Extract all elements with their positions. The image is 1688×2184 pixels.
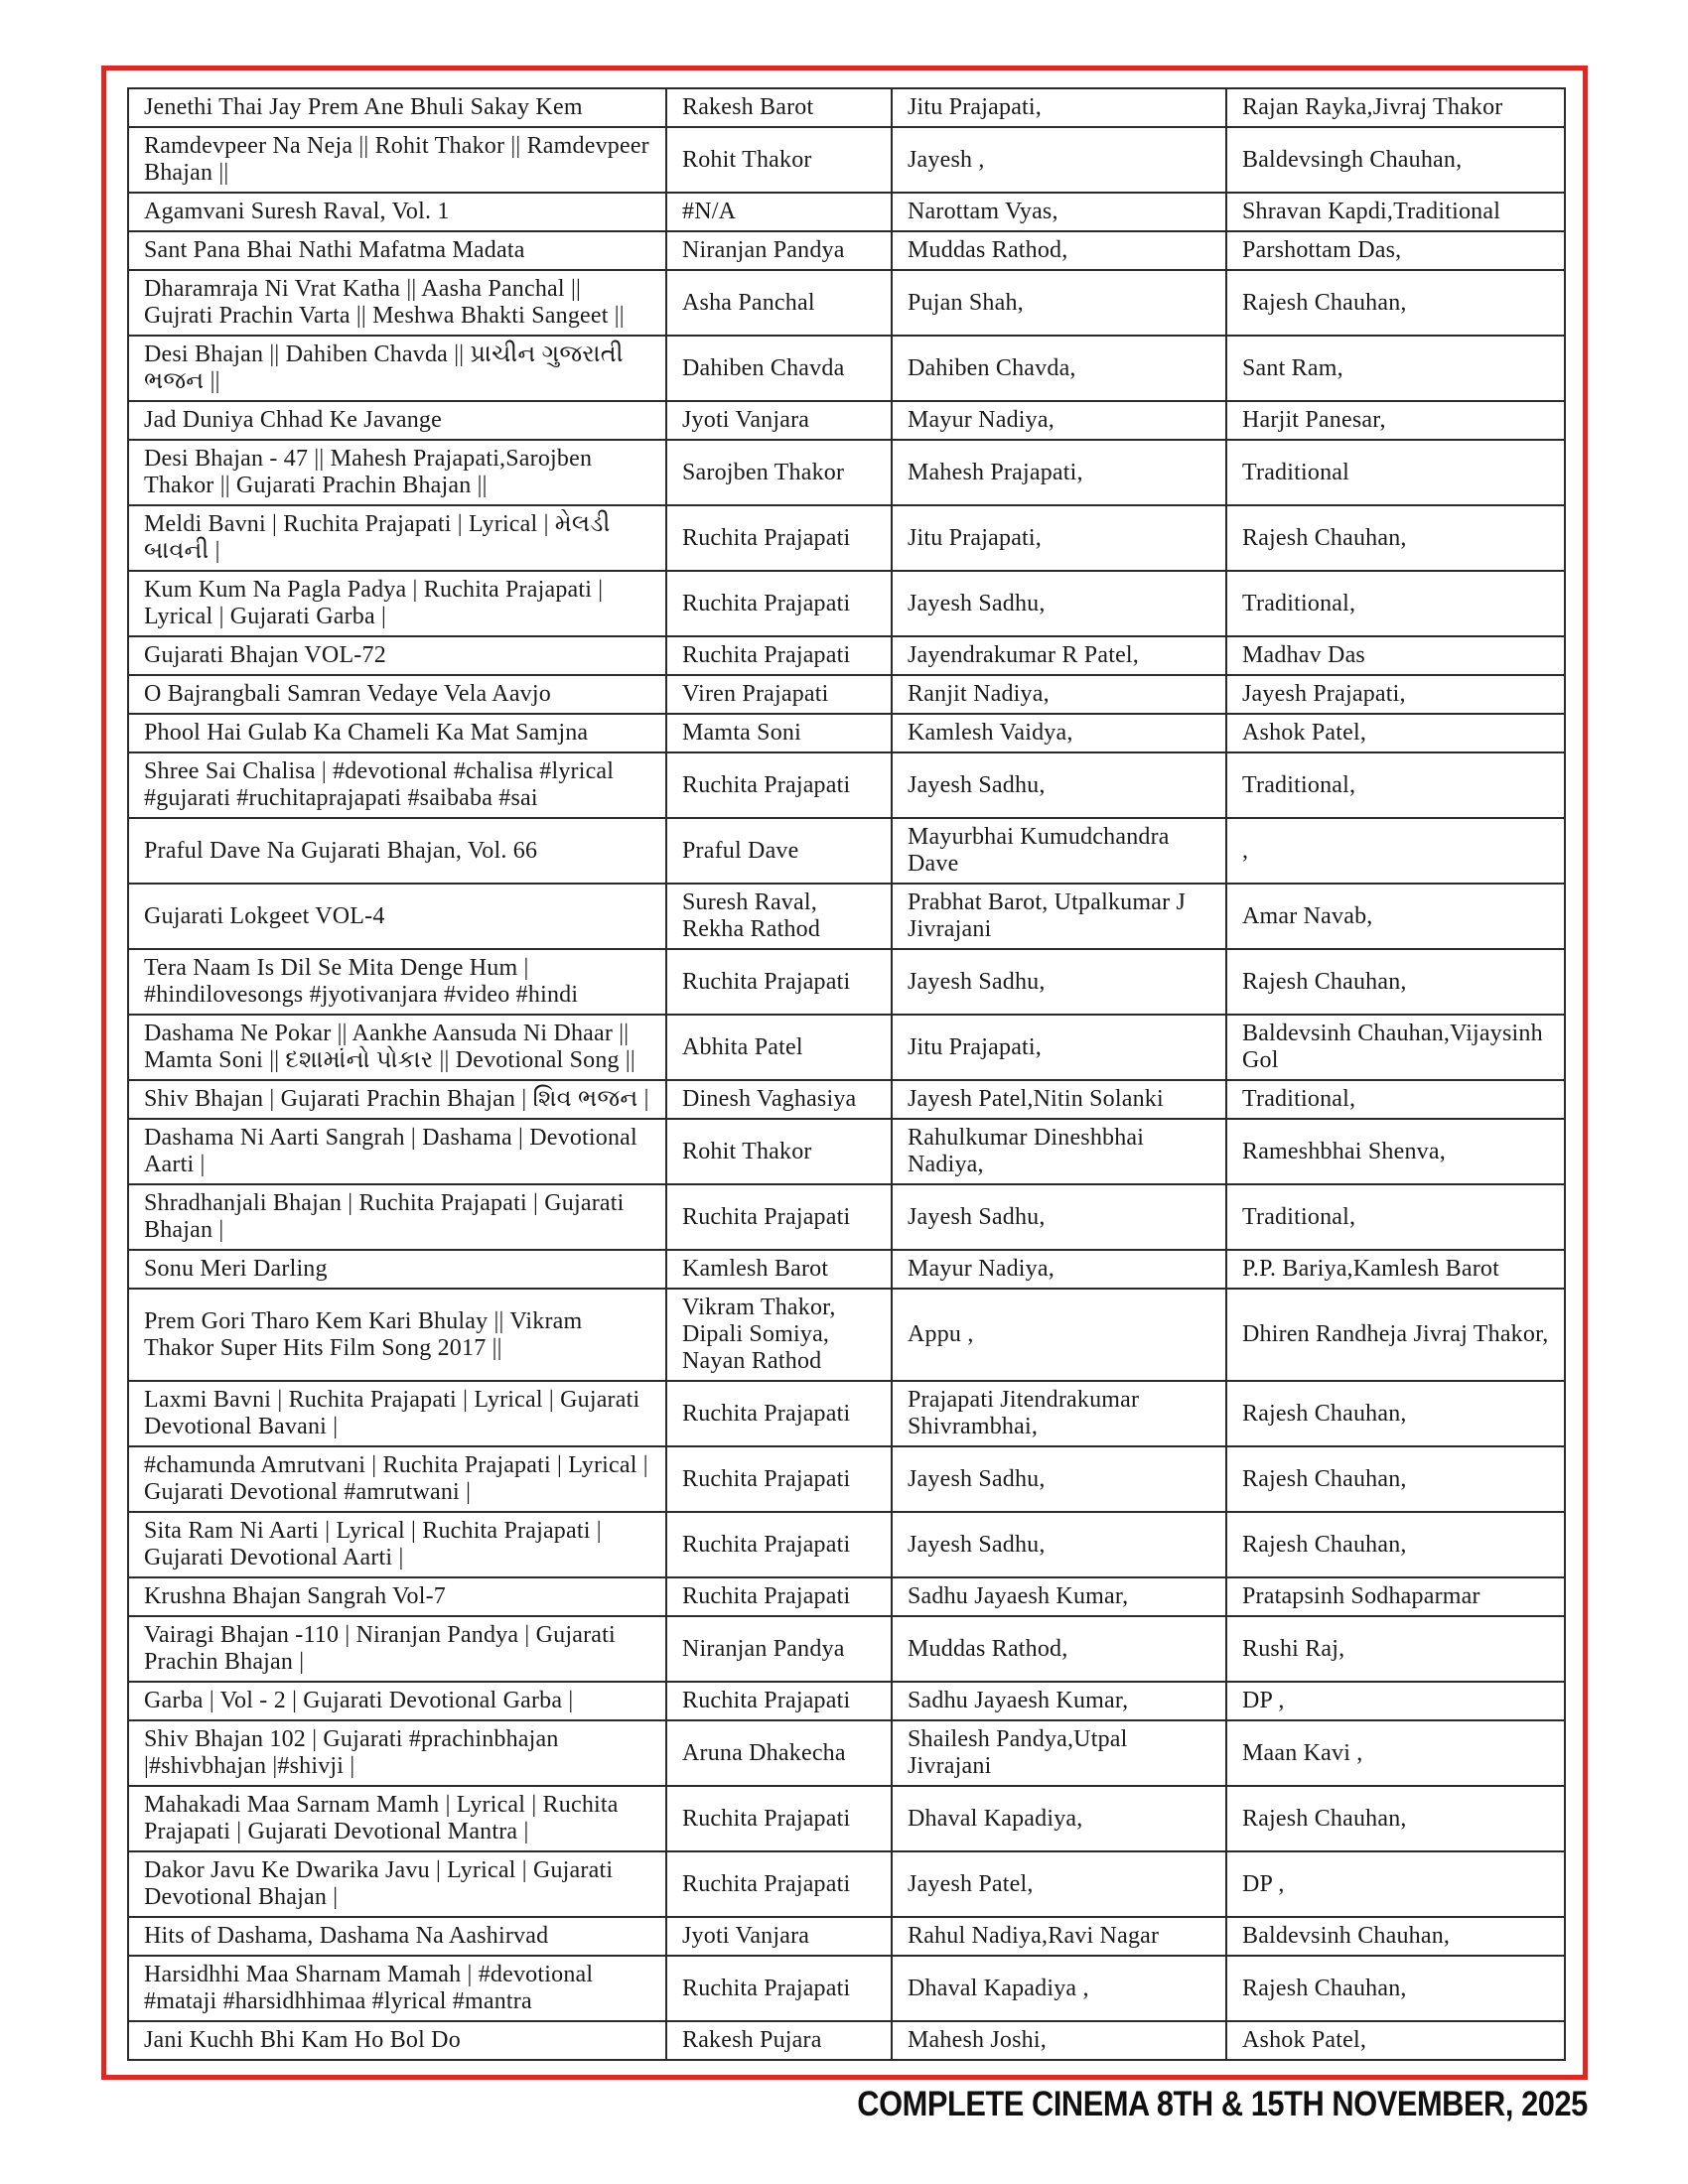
song-credits-table <box>127 87 1566 2061</box>
title-cell: Agamvani Suresh Raval, Vol. 1 <box>128 193 666 231</box>
table-row <box>128 1616 1565 1682</box>
singer-cell: Rakesh Barot <box>666 88 892 127</box>
table-row <box>128 1512 1565 1577</box>
singer-cell: Ruchita Prajapati <box>666 1512 892 1577</box>
table-row <box>128 270 1565 336</box>
music-cell: Traditional <box>1226 440 1565 505</box>
lyricist-cell: Dhaval Kapadiya , <box>892 1956 1226 2021</box>
singer-cell: Rakesh Pujara <box>666 2021 892 2060</box>
table-row <box>128 1682 1565 1720</box>
table-row <box>128 949 1565 1015</box>
title-cell: Phool Hai Gulab Ka Chameli Ka Mat Samjna <box>128 714 666 752</box>
lyricist-cell: Mahesh Joshi, <box>892 2021 1226 2060</box>
lyricist-cell: Jitu Prajapati, <box>892 505 1226 571</box>
singer-cell: Rohit Thakor <box>666 127 892 193</box>
title-cell: Shiv Bhajan | Gujarati Prachin Bhajan | શિવ ભજન | <box>128 1080 666 1119</box>
music-cell: Jayesh Prajapati, <box>1226 675 1565 714</box>
title-cell: Shiv Bhajan 102 | Gujarati #prachinbhajan |#shivbhajan |#shivji | <box>128 1720 666 1786</box>
singer-cell: Dinesh Vaghasiya <box>666 1080 892 1119</box>
lyricist-cell: Mahesh Prajapati, <box>892 440 1226 505</box>
table-row <box>128 401 1565 440</box>
lyricist-cell: Mayur Nadiya, <box>892 1250 1226 1289</box>
music-cell: Rajesh Chauhan, <box>1226 505 1565 571</box>
music-cell: Ashok Patel, <box>1226 714 1565 752</box>
music-cell: Sant Ram, <box>1226 336 1565 401</box>
lyricist-cell: Jayesh , <box>892 127 1226 193</box>
title-cell: Sita Ram Ni Aarti | Lyrical | Ruchita Prajapati | Gujarati Devotional Aarti | <box>128 1512 666 1577</box>
music-cell: Rajesh Chauhan, <box>1226 1381 1565 1446</box>
singer-cell: Ruchita Prajapati <box>666 571 892 636</box>
lyricist-cell: Jayesh Patel,Nitin Solanki <box>892 1080 1226 1119</box>
music-cell: Traditional, <box>1226 1080 1565 1119</box>
table-row <box>128 440 1565 505</box>
title-cell: Dharamraja Ni Vrat Katha || Aasha Panchal || Gujrati Prachin Varta || Meshwa Bhakti Sangeet || <box>128 270 666 336</box>
lyricist-cell: Muddas Rathod, <box>892 231 1226 270</box>
singer-cell: Niranjan Pandya <box>666 231 892 270</box>
table-row <box>128 193 1565 231</box>
title-cell: Harsidhhi Maa Sharnam Mamah | #devotional #mataji #harsidhhimaa #lyrical #mantra <box>128 1956 666 2021</box>
lyricist-cell: Pujan Shah, <box>892 270 1226 336</box>
singer-cell: Ruchita Prajapati <box>666 1577 892 1616</box>
singer-cell: Vikram Thakor, Dipali Somiya, Nayan Rathod <box>666 1289 892 1381</box>
singer-cell: Ruchita Prajapati <box>666 752 892 818</box>
music-cell: Ashok Patel, <box>1226 2021 1565 2060</box>
table-row <box>128 1917 1565 1956</box>
lyricist-cell: Narottam Vyas, <box>892 193 1226 231</box>
table-row <box>128 1956 1565 2021</box>
music-cell: Traditional, <box>1226 752 1565 818</box>
lyricist-cell: Mayurbhai Kumudchandra Dave <box>892 818 1226 884</box>
music-cell: Rajesh Chauhan, <box>1226 1446 1565 1512</box>
title-cell: Mahakadi Maa Sarnam Mamh | Lyrical | Ruchita Prajapati | Gujarati Devotional Mantra | <box>128 1786 666 1851</box>
singer-cell: Abhita Patel <box>666 1015 892 1080</box>
table-row <box>128 88 1565 127</box>
singer-cell: Niranjan Pandya <box>666 1616 892 1682</box>
singer-cell: #N/A <box>666 193 892 231</box>
lyricist-cell: Dahiben Chavda, <box>892 336 1226 401</box>
singer-cell: Aruna Dhakecha <box>666 1720 892 1786</box>
title-cell: Kum Kum Na Pagla Padya | Ruchita Prajapati | Lyrical | Gujarati Garba | <box>128 571 666 636</box>
title-cell: Meldi Bavni | Ruchita Prajapati | Lyrical | મેલડી બાવની | <box>128 505 666 571</box>
lyricist-cell: Jitu Prajapati, <box>892 1015 1226 1080</box>
table-row <box>128 675 1565 714</box>
lyricist-cell: Prabhat Barot, Utpalkumar J Jivrajani <box>892 884 1226 949</box>
singer-cell: Asha Panchal <box>666 270 892 336</box>
music-cell: Pratapsinh Sodhaparmar <box>1226 1577 1565 1616</box>
title-cell: Sant Pana Bhai Nathi Mafatma Madata <box>128 231 666 270</box>
lyricist-cell: Sadhu Jayaesh Kumar, <box>892 1577 1226 1616</box>
table-row <box>128 336 1565 401</box>
title-cell: #chamunda Amrutvani | Ruchita Prajapati | Lyrical | Gujarati Devotional #amrutwani | <box>128 1446 666 1512</box>
lyricist-cell: Jayesh Sadhu, <box>892 1446 1226 1512</box>
table-row <box>128 1184 1565 1250</box>
title-cell: Desi Bhajan - 47 || Mahesh Prajapati,Sarojben Thakor || Gujarati Prachin Bhajan || <box>128 440 666 505</box>
title-cell: Laxmi Bavni | Ruchita Prajapati | Lyrical | Gujarati Devotional Bavani | <box>128 1381 666 1446</box>
music-cell: , <box>1226 818 1565 884</box>
table-row <box>128 231 1565 270</box>
music-cell: Baldevsinh Chauhan, <box>1226 1917 1565 1956</box>
title-cell: Ramdevpeer Na Neja || Rohit Thakor || Ramdevpeer Bhajan || <box>128 127 666 193</box>
music-cell: Baldevsingh Chauhan, <box>1226 127 1565 193</box>
music-cell: Shravan Kapdi,Traditional <box>1226 193 1565 231</box>
title-cell: Praful Dave Na Gujarati Bhajan, Vol. 66 <box>128 818 666 884</box>
singer-cell: Ruchita Prajapati <box>666 1184 892 1250</box>
title-cell: Krushna Bhajan Sangrah Vol-7 <box>128 1577 666 1616</box>
music-cell: DP , <box>1226 1851 1565 1917</box>
table-row <box>128 571 1565 636</box>
lyricist-cell: Jayendrakumar R Patel, <box>892 636 1226 675</box>
table-row <box>128 1381 1565 1446</box>
singer-cell: Jyoti Vanjara <box>666 1917 892 1956</box>
title-cell: Jenethi Thai Jay Prem Ane Bhuli Sakay Kem <box>128 88 666 127</box>
table-row <box>128 752 1565 818</box>
lyricist-cell: Dhaval Kapadiya, <box>892 1786 1226 1851</box>
table-row <box>128 1289 1565 1381</box>
music-cell: Rameshbhai Shenva, <box>1226 1119 1565 1184</box>
table-row <box>128 1851 1565 1917</box>
music-cell: Dhiren Randheja Jivraj Thakor, <box>1226 1289 1565 1381</box>
table-row <box>128 2021 1565 2060</box>
table-row <box>128 1577 1565 1616</box>
singer-cell: Dahiben Chavda <box>666 336 892 401</box>
music-cell: Rajesh Chauhan, <box>1226 1956 1565 2021</box>
singer-cell: Ruchita Prajapati <box>666 1682 892 1720</box>
title-cell: Garba | Vol - 2 | Gujarati Devotional Garba | <box>128 1682 666 1720</box>
singer-cell: Ruchita Prajapati <box>666 636 892 675</box>
table-row <box>128 818 1565 884</box>
lyricist-cell: Prajapati Jitendrakumar Shivrambhai, <box>892 1381 1226 1446</box>
table-row <box>128 1119 1565 1184</box>
music-cell: Traditional, <box>1226 1184 1565 1250</box>
singer-cell: Ruchita Prajapati <box>666 1851 892 1917</box>
music-cell: Rajesh Chauhan, <box>1226 1512 1565 1577</box>
title-cell: Jani Kuchh Bhi Kam Ho Bol Do <box>128 2021 666 2060</box>
music-cell: P.P. Bariya,Kamlesh Barot <box>1226 1250 1565 1289</box>
music-cell: Amar Navab, <box>1226 884 1565 949</box>
table-row <box>128 1015 1565 1080</box>
table-row <box>128 127 1565 193</box>
music-cell: Rajesh Chauhan, <box>1226 949 1565 1015</box>
title-cell: Hits of Dashama, Dashama Na Aashirvad <box>128 1917 666 1956</box>
singer-cell: Mamta Soni <box>666 714 892 752</box>
title-cell: Desi Bhajan || Dahiben Chavda || પ્રાચીન ગુજરાતી ભજન || <box>128 336 666 401</box>
table-row <box>128 505 1565 571</box>
music-cell: Maan Kavi , <box>1226 1720 1565 1786</box>
music-cell: Rushi Raj, <box>1226 1616 1565 1682</box>
music-cell: Parshottam Das, <box>1226 231 1565 270</box>
lyricist-cell: Kamlesh Vaidya, <box>892 714 1226 752</box>
lyricist-cell: Sadhu Jayaesh Kumar, <box>892 1682 1226 1720</box>
singer-cell: Ruchita Prajapati <box>666 1446 892 1512</box>
lyricist-cell: Jayesh Sadhu, <box>892 752 1226 818</box>
lyricist-cell: Ranjit Nadiya, <box>892 675 1226 714</box>
lyricist-cell: Jitu Prajapati, <box>892 88 1226 127</box>
music-cell: Harjit Panesar, <box>1226 401 1565 440</box>
lyricist-cell: Shailesh Pandya,Utpal Jivrajani <box>892 1720 1226 1786</box>
table-row <box>128 1250 1565 1289</box>
table-row <box>128 1720 1565 1786</box>
title-cell: Dashama Ne Pokar || Aankhe Aansuda Ni Dhaar || Mamta Soni || દશામાંનો પોકાર || Devotional Song || <box>128 1015 666 1080</box>
music-cell: DP , <box>1226 1682 1565 1720</box>
title-cell: Shradhanjali Bhajan | Ruchita Prajapati | Gujarati Bhajan | <box>128 1184 666 1250</box>
table-row <box>128 714 1565 752</box>
singer-cell: Ruchita Prajapati <box>666 1956 892 2021</box>
title-cell: Shree Sai Chalisa | #devotional #chalisa #lyrical #gujarati #ruchitaprajapati #saibaba #sai <box>128 752 666 818</box>
title-cell: Tera Naam Is Dil Se Mita Denge Hum | #hindilovesongs #jyotivanjara #video #hindi <box>128 949 666 1015</box>
table-row <box>128 884 1565 949</box>
lyricist-cell: Jayesh Patel, <box>892 1851 1226 1917</box>
lyricist-cell: Rahul Nadiya,Ravi Nagar <box>892 1917 1226 1956</box>
title-cell: Prem Gori Tharo Kem Kari Bhulay || Vikram Thakor Super Hits Film Song 2017 || <box>128 1289 666 1381</box>
lyricist-cell: Jayesh Sadhu, <box>892 1184 1226 1250</box>
singer-cell: Viren Prajapati <box>666 675 892 714</box>
title-cell: Dashama Ni Aarti Sangrah | Dashama | Devotional Aarti | <box>128 1119 666 1184</box>
lyricist-cell: Rahulkumar Dineshbhai Nadiya, <box>892 1119 1226 1184</box>
singer-cell: Suresh Raval, Rekha Rathod <box>666 884 892 949</box>
singer-cell: Ruchita Prajapati <box>666 1381 892 1446</box>
lyricist-cell: Appu , <box>892 1289 1226 1381</box>
table-row <box>128 1786 1565 1851</box>
singer-cell: Ruchita Prajapati <box>666 1786 892 1851</box>
music-cell: Madhav Das <box>1226 636 1565 675</box>
lyricist-cell: Jayesh Sadhu, <box>892 571 1226 636</box>
singer-cell: Kamlesh Barot <box>666 1250 892 1289</box>
music-cell: Rajan Rayka,Jivraj Thakor <box>1226 88 1565 127</box>
issue-footer-text: COMPLETE CINEMA 8TH & 15TH NOVEMBER, 2025 <box>857 2085 1588 2123</box>
song-table-body <box>128 88 1565 2060</box>
singer-cell: Ruchita Prajapati <box>666 949 892 1015</box>
table-row <box>128 636 1565 675</box>
title-cell: Vairagi Bhajan -110 | Niranjan Pandya | Gujarati Prachin Bhajan | <box>128 1616 666 1682</box>
music-cell: Rajesh Chauhan, <box>1226 270 1565 336</box>
singer-cell: Praful Dave <box>666 818 892 884</box>
table-row <box>128 1080 1565 1119</box>
title-cell: O Bajrangbali Samran Vedaye Vela Aavjo <box>128 675 666 714</box>
title-cell: Gujarati Bhajan VOL-72 <box>128 636 666 675</box>
lyricist-cell: Jayesh Sadhu, <box>892 1512 1226 1577</box>
music-cell: Traditional, <box>1226 571 1565 636</box>
singer-cell: Ruchita Prajapati <box>666 505 892 571</box>
title-cell: Gujarati Lokgeet VOL-4 <box>128 884 666 949</box>
music-cell: Baldevsinh Chauhan,Vijaysinh Gol <box>1226 1015 1565 1080</box>
singer-cell: Jyoti Vanjara <box>666 401 892 440</box>
title-cell: Sonu Meri Darling <box>128 1250 666 1289</box>
singer-cell: Rohit Thakor <box>666 1119 892 1184</box>
lyricist-cell: Jayesh Sadhu, <box>892 949 1226 1015</box>
title-cell: Dakor Javu Ke Dwarika Javu | Lyrical | Gujarati Devotional Bhajan | <box>128 1851 666 1917</box>
lyricist-cell: Mayur Nadiya, <box>892 401 1226 440</box>
singer-cell: Sarojben Thakor <box>666 440 892 505</box>
title-cell: Jad Duniya Chhad Ke Javange <box>128 401 666 440</box>
music-cell: Rajesh Chauhan, <box>1226 1786 1565 1851</box>
lyricist-cell: Muddas Rathod, <box>892 1616 1226 1682</box>
table-row <box>128 1446 1565 1512</box>
